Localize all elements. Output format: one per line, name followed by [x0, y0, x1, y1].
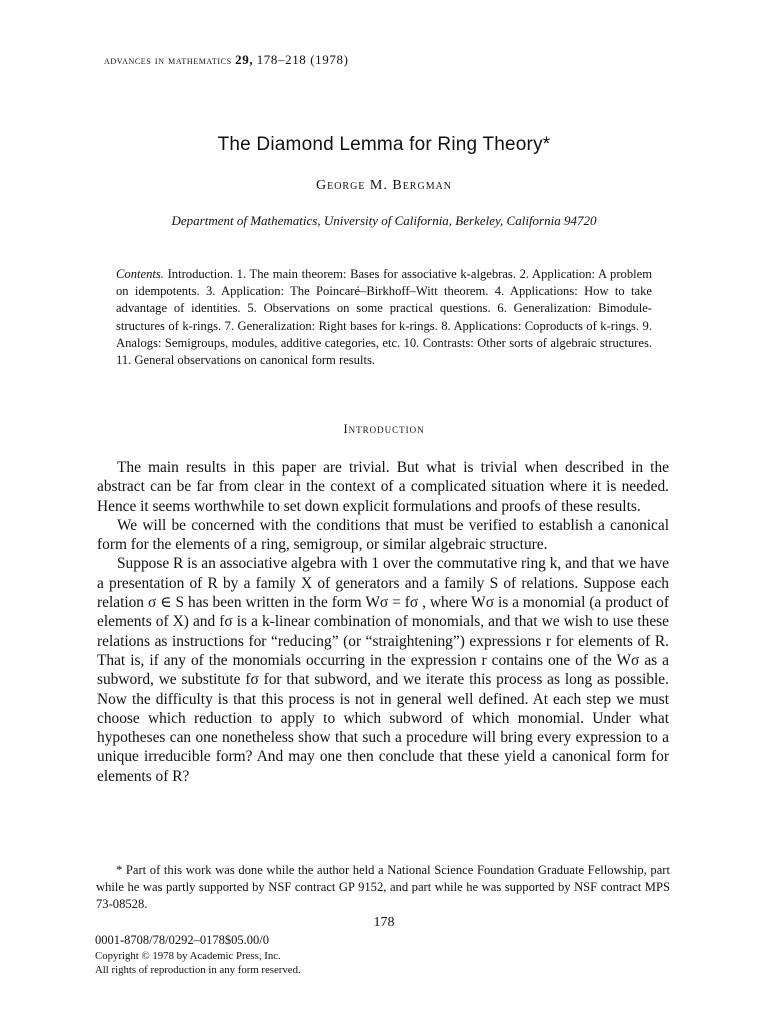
- paper-title: The Diamond Lemma for Ring Theory*: [217, 134, 551, 155]
- body-text: [97, 458, 669, 786]
- section-heading: Introduction: [343, 421, 425, 436]
- footnote: [96, 862, 670, 913]
- author-name: George M. Bergman: [315, 178, 453, 193]
- paragraph-3: Suppose R is an associative algebra with 1 over the commutative ring k, and that we have a presentation of R by a family X of generators and a family S of relations. Suppose each relation σ ∈ S has been written in the form Wσ = fσ , where Wσ is a monomial (a product of elements of X) and fσ is a k-linear combination of monomials, and that we wish to use these relations as instructions for “reducing” (or “straightening”) expressions r for elements of R. That is, if any of the monomials occurring in the expression r contains one of the Wσ as a subword, we substitute fσ for that subword, and we iterate this process as long as possible. Now the difficulty is that this process is not in general well defined. At each step we must choose which reduction to apply to which subword of which monomial. Under what hypotheses can one nonetheless show that such a procedure will bring every expression to a unique irreducible form? And may one then conclude that these yield a canonical form for elements of R?: [97, 555, 669, 785]
- running-head: [104, 52, 349, 68]
- journal-volume: 29,: [235, 52, 254, 67]
- paragraph-2: We will be concerned with the conditions that must be verified to establish a canonical form for the elements of a ring, semigroup, or similar algebraic structure.: [97, 516, 669, 554]
- rights-line: All rights of reproduction in any form reserved.: [95, 964, 301, 976]
- contents-text: Introduction. 1. The main theorem: Bases for associative k-algebras. 2. Application: A problem on idempotents. 3. Application: The Poincaré–Birkhoff–Witt theorem. 4. Applications: How to take advantage of identities. 5. Observations on some practical questions. 6. Generalization: Bimodule-structures of k-rings. 7. Generalization: Right bases for k-rings. 8. Applications: Coproducts of k-rings. 9. Analogs: Semigroups, modules, additive categories, etc. 10. Contrasts: Other sorts of algebraic structures. 11. General observations on canonical form results.: [116, 267, 652, 368]
- copyright-line: Copyright © 1978 by Academic Press, Inc.: [95, 950, 281, 962]
- page-number: 178: [373, 915, 395, 930]
- contents-block: [116, 266, 652, 369]
- footnote-text: * Part of this work was done while the author held a National Science Foundation Graduate Fellowship, part while he was partly supported by NSF contract GP 9152, and part while he was supported by NSF contract MPS 73-08528.: [96, 863, 670, 911]
- contents-label: Contents.: [116, 267, 164, 281]
- price-code: 0001-8708/78/0292–0178$05.00/0: [95, 933, 269, 947]
- journal-pages: 178–218 (1978): [256, 52, 349, 67]
- copyright-notice: [95, 949, 301, 977]
- journal-name: advances in mathematics: [104, 53, 232, 67]
- paragraph-1: The main results in this paper are trivial. But what is trivial when described in the abstract can be far from clear in the context of a complicated situation where it is needed. Hence it seems worthwhile to set down explicit formulations and proofs of these results.: [97, 459, 669, 515]
- author-affiliation: Department of Mathematics, University of California, Berkeley, California 94720: [171, 213, 597, 228]
